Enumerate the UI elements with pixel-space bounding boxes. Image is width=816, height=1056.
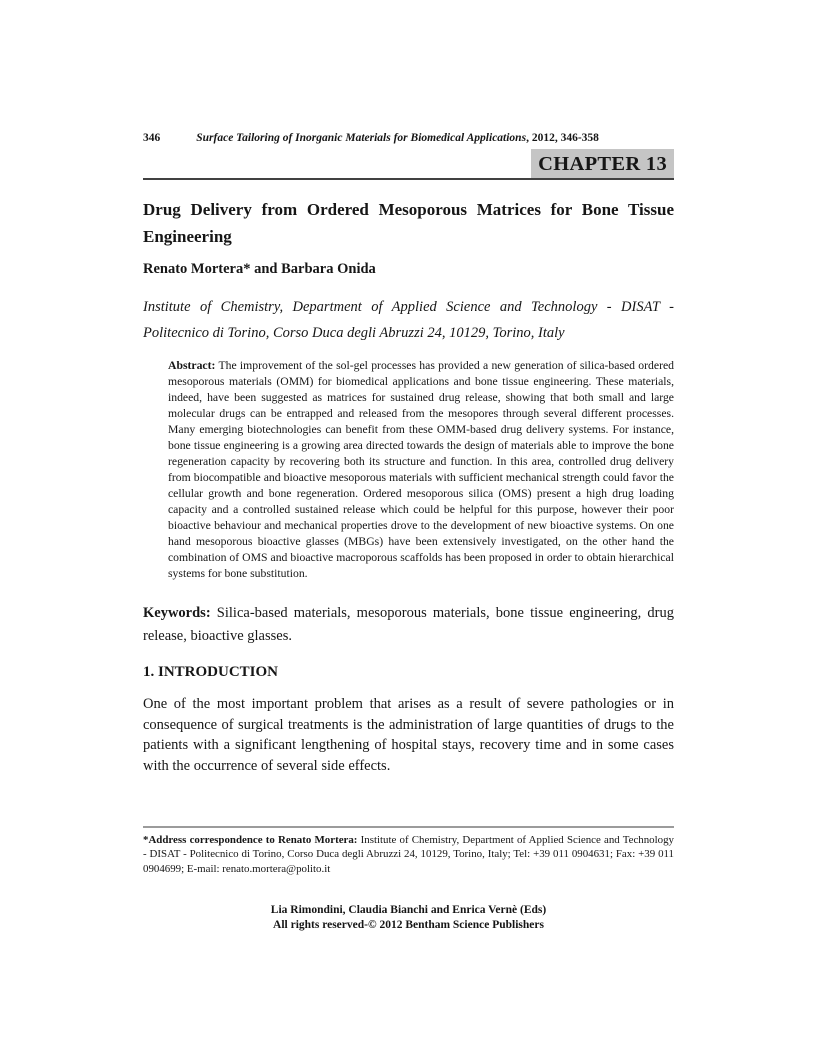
page-number: 346 [143,132,161,144]
abstract-paragraph [168,358,674,582]
footnote-rule [143,826,674,828]
imprint-rights: All rights reserved-© 2012 Bentham Science Publishers [273,919,544,931]
page-content [143,131,674,776]
footnote-block [143,826,674,876]
running-citation: , 2012, 346-358 [526,132,599,144]
keywords-label: Keywords: [143,605,211,621]
chapter-banner-row [143,149,674,180]
chapter-title: Drug Delivery from Ordered Mesoporous Matrices for Bone Tissue Engineering [143,200,674,246]
abstract-text: The improvement of the sol-gel processes has provided a new generation of silica-based ordered mesoporous materials (OMM) for biomedical applications and bone tissue engineering. These materials, indeed, have been suggested as matrices for sustained drug release, showing that both small and large molecular drugs can be entrapped and released from the mesopores through several different processes. Many emerging biotechnologies can benefit from these OMM-based drug delivery systems. For instance, bone tissue engineering is a growing area directed towards the design of materials able to improve the bone regeneration capacity by recovering both its structure and function. In this area, controlled drug delivery from biocompatible and bioactive mesoporous materials with sufficient mechanical strength could favor the cellular growth and bone regeneration. Ordered mesoporous silica (OMS) present a high drug loading capacity and a controlled sustained release which could be helpful for this purpose, however their poor bioactive behaviour and mechanical properties drove to the development of new bioactive systems. On one hand mesoporous bioactive glasses (MBGs) have been extensively investigated, on the other hand the combination of OMS and bioactive macroporous scaffolds has been proposed in order to obtain hierarchical systems for bone substitution. [168,359,674,580]
introduction-paragraph: One of the most important problem that arises as a result of severe pathologies or in consequence of surgical treatments is the administration of large quantities of drugs to the patients with a significant lengthening of hospital stays, recovery time and in some cases with the occurrence of several side effects. [143,696,674,774]
imprint-editors: Lia Rimondini, Claudia Bianchi and Enrica Vernè (Eds) [270,904,547,916]
affiliation-line: Institute of Chemistry, Department of Applied Science and Technology - DISAT - Politecnico di Torino, Corso Duca degli Abruzzi 24, 10129, Torino, Italy [143,299,674,341]
abstract-label: Abstract: [168,359,216,372]
correspondence-footnote [143,833,674,876]
chapter-banner: CHAPTER 13 [531,149,674,178]
running-header [143,131,674,146]
section-heading-introduction: 1. INTRODUCTION [143,664,279,680]
authors-line: Renato Mortera* and Barbara Onida [143,261,376,277]
publisher-imprint [143,903,674,933]
keywords-text: Silica-based materials, mesoporous materials, bone tissue engineering, drug release, bioactive glasses. [143,605,674,644]
footnote-text: Institute of Chemistry, Department of Applied Science and Technology - DISAT - Politecnico di Torino, Corso Duca degli Abruzzi 24, 10129, Torino, Italy; Tel: +39 011 0904631; Fax: +39 011 0904699; E-mail: renato.mortera@polito.it [143,834,674,875]
running-book-title: Surface Tailoring of Inorganic Materials for Biomedical Applications [196,132,527,144]
keywords-paragraph [143,602,674,648]
footnote-label: *Address correspondence to Renato Mortera: [143,834,358,846]
